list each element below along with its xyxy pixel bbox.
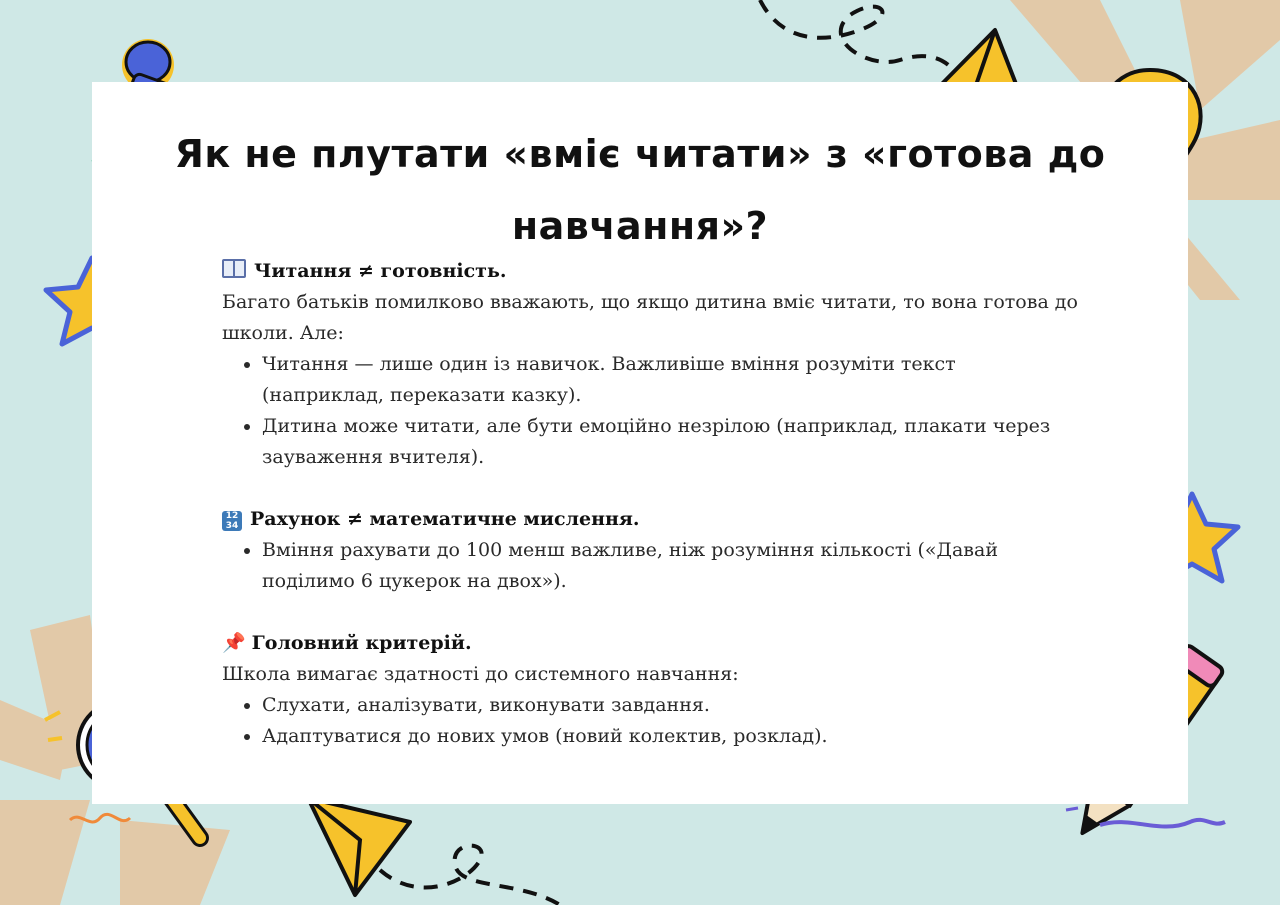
bullet-list [222, 690, 1082, 752]
section-heading-text: Головний критерій. [251, 632, 472, 654]
bullet-list [222, 535, 1082, 597]
section-heading [222, 628, 1082, 659]
squiggle-bottom-right [1100, 820, 1225, 827]
list-item: • Читання — лише один із навичок. Важливіше вміння розуміти текст (наприклад, переказати казку). [262, 349, 1082, 411]
page-title: Як не плутати «вміє читати» з «готова до навчання»? [174, 132, 1106, 248]
bullet-list [222, 349, 1082, 473]
content-body [222, 256, 1082, 752]
pushpin-icon: 📌 [222, 632, 246, 654]
list-item: • Адаптуватися до нових умов (новий колектив, розклад). [262, 721, 1082, 752]
section-intro: Школа вимагає здатності до системного навчання: [222, 663, 739, 685]
list-item: • Слухати, аналізувати, виконувати завдання. [262, 690, 1082, 721]
list-item: • Дитина може читати, але бути емоційно незрілою (наприклад, плакати через зауваження вчителя). [262, 411, 1082, 473]
section-math [222, 504, 1082, 597]
section-heading-text: Читання ≠ готовність. [254, 260, 507, 282]
section-heading [222, 504, 1082, 535]
open-book-icon [222, 259, 246, 278]
section-heading [222, 256, 1082, 287]
section-reading [222, 256, 1082, 473]
section-heading-text: Рахунок ≠ математичне мислення. [250, 508, 640, 530]
section-criterion [222, 628, 1082, 752]
list-item: • Вміння рахувати до 100 менш важливе, ніж розуміння кількості («Давай поділимо 6 цукерок на двох»). [262, 535, 1082, 597]
dashed-trail-top [760, 0, 960, 80]
section-intro: Багато батьків помилково вважають, що якщо дитина вміє читати, то вона готова до школи. Але: [222, 291, 1078, 344]
paper-plane-icon-bottom [308, 798, 410, 895]
dashed-trail-bottom [380, 846, 560, 905]
numbers-icon: 12 34 [222, 511, 242, 531]
